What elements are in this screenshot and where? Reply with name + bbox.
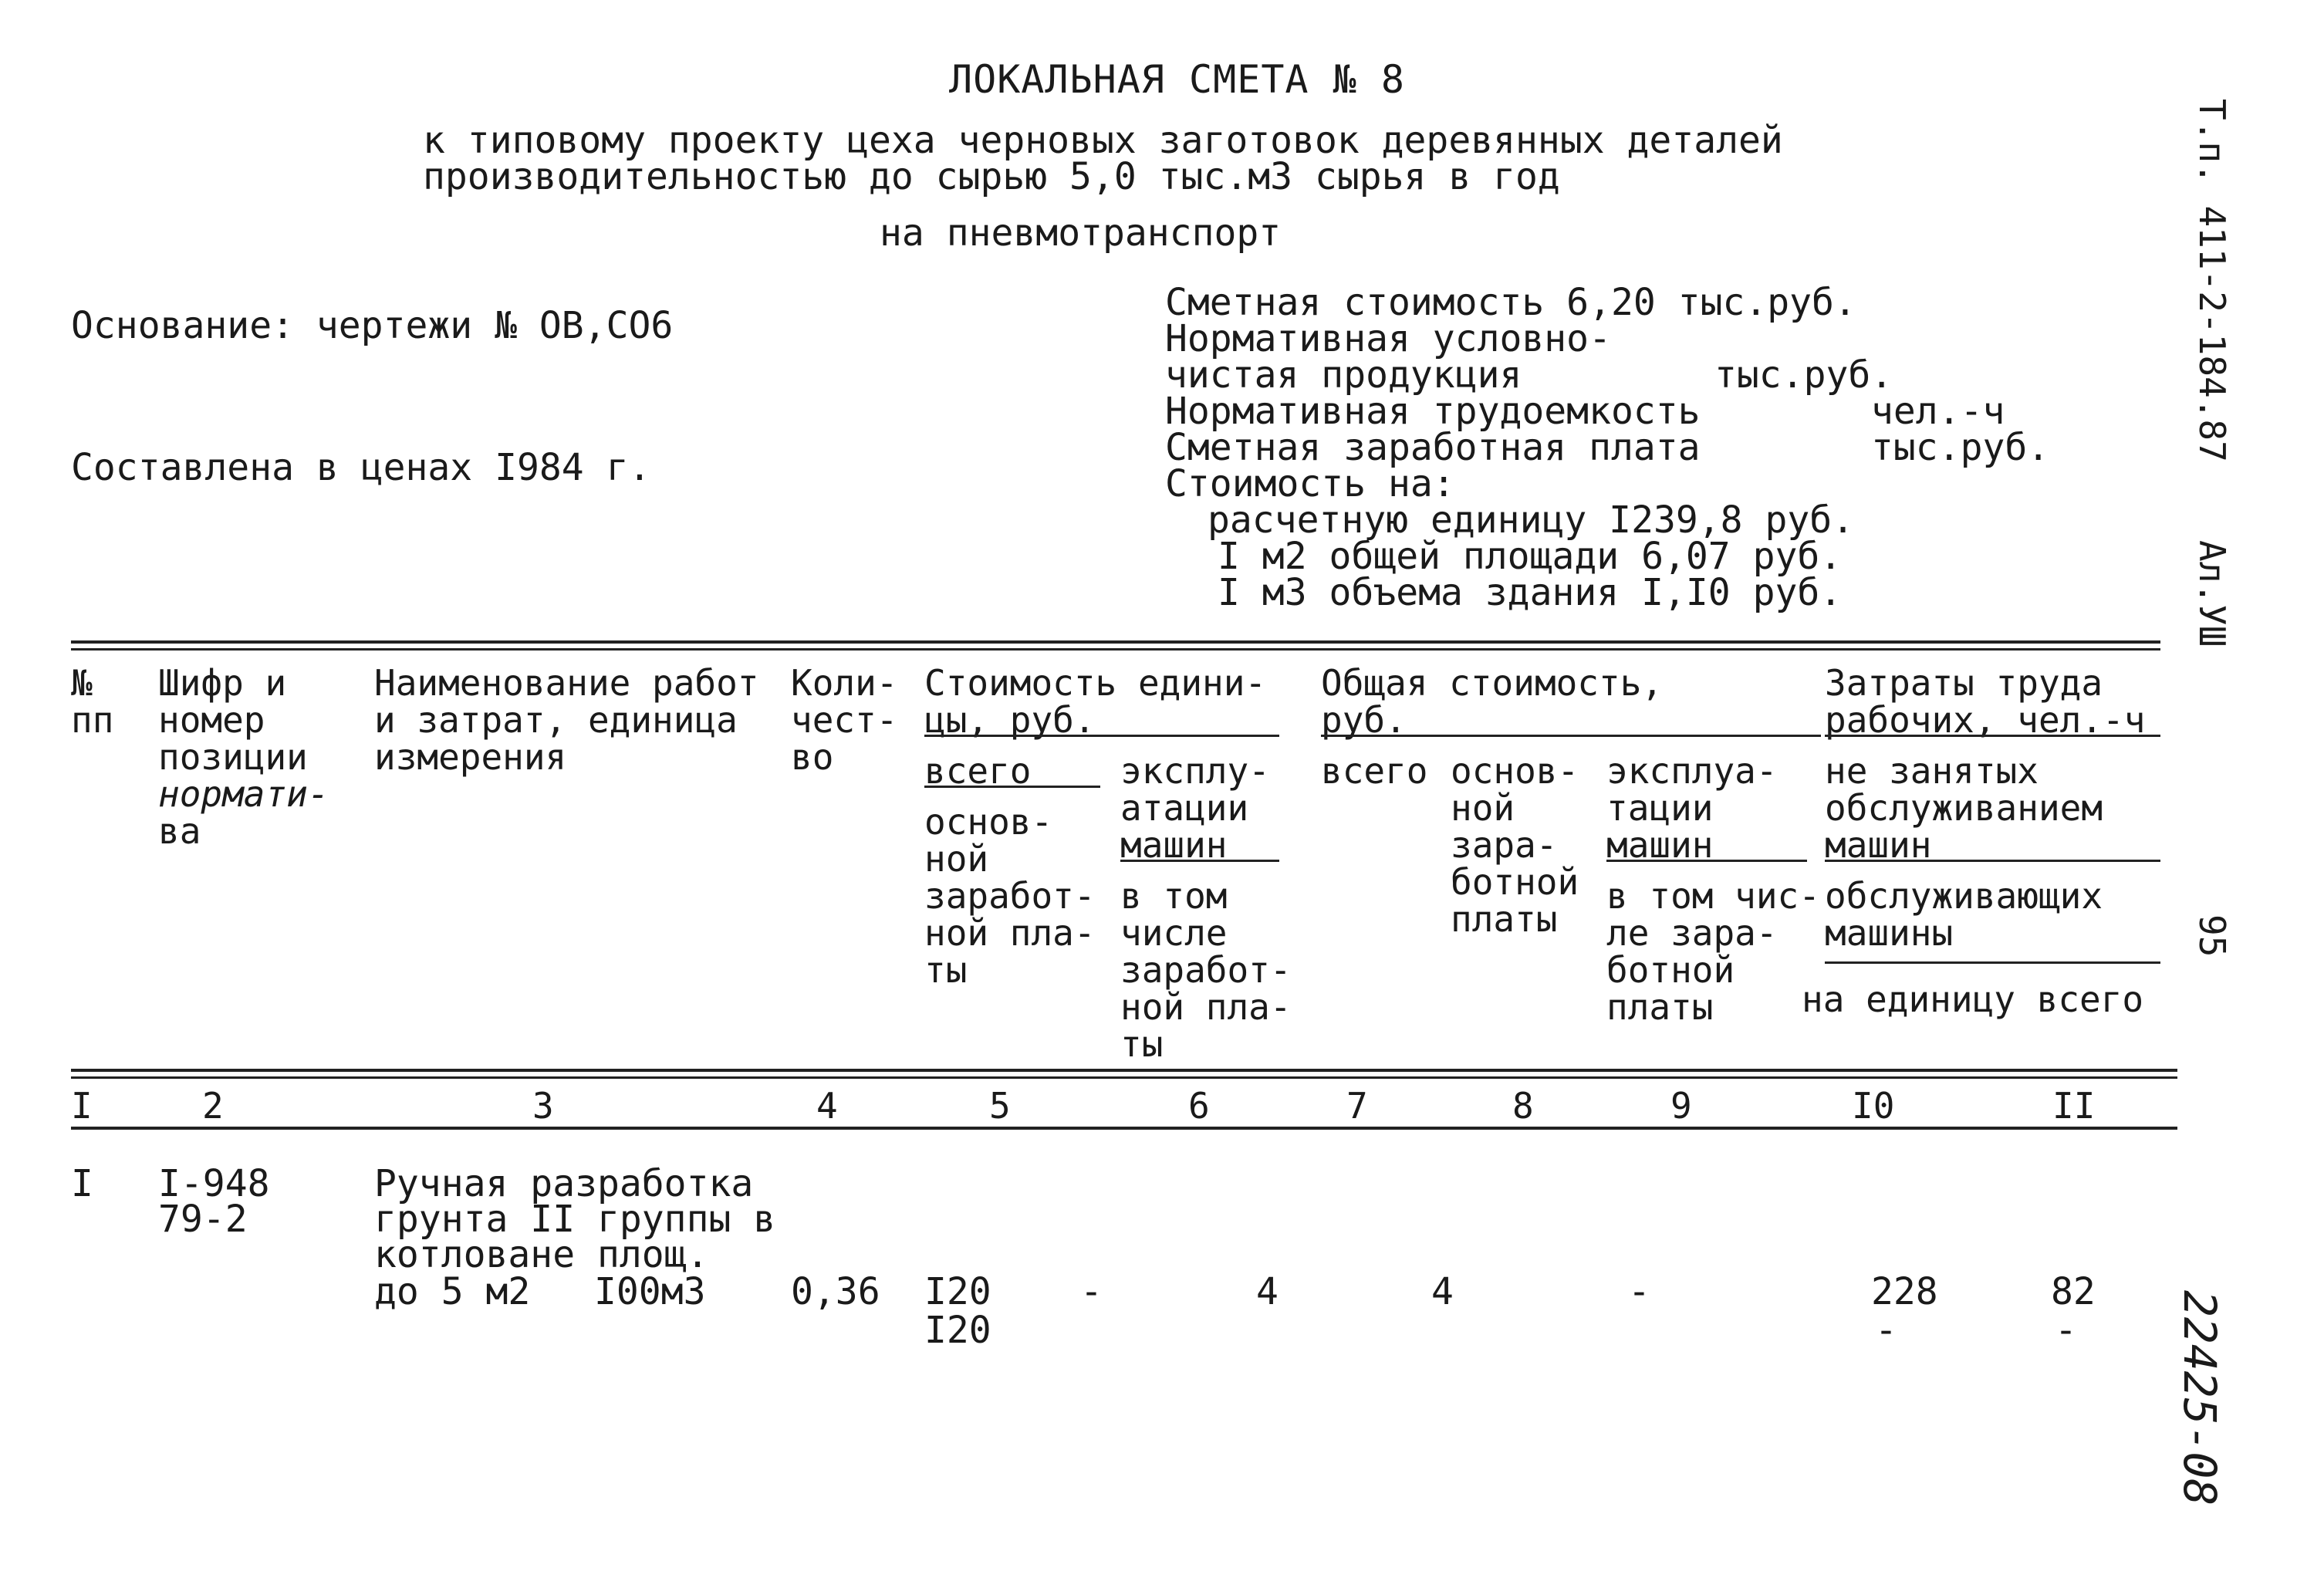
header-col5-d: заработ- bbox=[924, 875, 1096, 917]
header-col2-e: ва bbox=[158, 810, 201, 852]
header-col8-e: платы bbox=[1451, 898, 1558, 940]
header-col9-a: эксплуа- bbox=[1606, 750, 1778, 792]
header-col9-b: тации bbox=[1606, 787, 1714, 829]
header-total-cost-unit: руб. bbox=[1321, 699, 1407, 741]
column-number-9: 9 bbox=[1670, 1085, 1692, 1127]
header-unit-cost: Стоимость едини- bbox=[924, 662, 1267, 704]
header-col9-f: ботной bbox=[1606, 949, 1735, 991]
row-total-machines: - bbox=[1628, 1270, 1650, 1313]
header-col5-b: основ- bbox=[924, 801, 1053, 843]
summary-labor-intensity: Нормативная трудоемкость bbox=[1165, 390, 1701, 433]
table-top-rule bbox=[71, 640, 2160, 644]
column-numbers-rule bbox=[71, 1127, 2177, 1130]
header-col9-d: в том чис- bbox=[1606, 875, 1820, 917]
margin-page-number: 95 bbox=[2191, 914, 2233, 958]
row-name-line-3: котловане площ. bbox=[374, 1233, 709, 1276]
row-total-cost: 4 bbox=[1256, 1270, 1279, 1313]
header-unit-cost-unit: цы, руб. bbox=[924, 699, 1096, 741]
column-number-4: 4 bbox=[816, 1085, 838, 1127]
row-labor-total-machines: - bbox=[2055, 1309, 2077, 1352]
header-col5-e: ной пла- bbox=[924, 912, 1096, 954]
row-name-line-2: грунта II группы в bbox=[374, 1198, 776, 1241]
row-quantity: 0,36 bbox=[791, 1270, 880, 1313]
subtitle-line-1: к типовому проекту цеха черновых заготовок деревянных деталей bbox=[423, 119, 1783, 162]
summary-labor-intensity-unit: чел.-ч bbox=[1871, 390, 2005, 433]
column-number-5: 5 bbox=[989, 1085, 1011, 1127]
header-col9-e: ле зара- bbox=[1606, 912, 1778, 954]
header-col6-d: в том bbox=[1120, 875, 1228, 917]
header-col1-a: № bbox=[71, 662, 93, 704]
row-name-line-4: до 5 м2 bbox=[374, 1270, 531, 1313]
header-total-cost-rule bbox=[1321, 735, 1821, 737]
table-top-rule-2 bbox=[71, 648, 2160, 651]
header-col8-b: ной bbox=[1451, 787, 1515, 829]
header-col6-b: атации bbox=[1120, 787, 1249, 829]
header-col7-total: всего bbox=[1321, 750, 1428, 792]
column-number-2: 2 bbox=[202, 1085, 224, 1127]
header-col3-b: и затрат, единица bbox=[374, 699, 738, 741]
header-col3-c: измерения bbox=[374, 736, 567, 778]
header-col4-a: Коли- bbox=[791, 662, 898, 704]
summary-wage: Сметная заработная плата bbox=[1165, 426, 1701, 469]
margin-album: Ал.УШ bbox=[2191, 540, 2233, 647]
header-col5-c: ной bbox=[924, 838, 989, 880]
subtitle-line-3: на пневмотранспорт bbox=[880, 211, 1282, 255]
header-col9-g: платы bbox=[1606, 986, 1714, 1028]
row-unit: I00м3 bbox=[594, 1270, 706, 1313]
header-col2-c: позиции bbox=[158, 736, 308, 778]
header-labor-not-busy-c: машин bbox=[1825, 824, 1932, 866]
header-col6-g: ной пла- bbox=[1120, 986, 1292, 1028]
summary-net-product: чистая продукция bbox=[1165, 353, 1522, 397]
header-labor-rule bbox=[1825, 735, 2160, 737]
summary-normative-label: Нормативная условно- bbox=[1165, 317, 1611, 360]
column-number-7: 7 bbox=[1346, 1085, 1368, 1127]
row-labor-per-unit-machines: - bbox=[1875, 1309, 1897, 1352]
header-col8-d: ботной bbox=[1451, 861, 1579, 903]
row-unit-cost-total: I20 bbox=[924, 1270, 991, 1313]
header-col2-b: номер bbox=[158, 699, 265, 741]
margin-inventory-number: 22425-08 bbox=[2174, 1290, 2226, 1506]
header-col4-b: чест- bbox=[791, 699, 898, 741]
margin-project-code: Т.п. 411-2-184.87 bbox=[2191, 99, 2233, 462]
header-col2-d: нормати- bbox=[158, 773, 329, 815]
header-col8-a: основ- bbox=[1451, 750, 1579, 792]
row-labor-total: 82 bbox=[2051, 1270, 2096, 1313]
document-title: ЛОКАЛЬНАЯ СМЕТА № 8 bbox=[949, 57, 1405, 102]
header-col9-rule bbox=[1606, 860, 1807, 862]
header-unit-cost-rule bbox=[924, 735, 1279, 737]
row-total-wage: 4 bbox=[1431, 1270, 1454, 1313]
header-col8-c: зара- bbox=[1451, 824, 1558, 866]
row-unit-cost-wage: I20 bbox=[924, 1309, 991, 1352]
column-number-10: I0 bbox=[1852, 1085, 1895, 1127]
basis-line: Основание: чертежи № ОВ,СО6 bbox=[71, 304, 674, 347]
summary-cost-label: Стоимость на: bbox=[1165, 462, 1455, 505]
summary-net-product-unit: тыс.руб. bbox=[1714, 353, 1893, 397]
column-number-3: 3 bbox=[532, 1085, 554, 1127]
row-code-line-1: I-948 bbox=[158, 1162, 270, 1205]
row-labor-per-unit: 228 bbox=[1871, 1270, 1938, 1313]
header-col6-e: числе bbox=[1120, 912, 1228, 954]
header-col3-a: Наименование работ bbox=[374, 662, 759, 704]
column-number-11: II bbox=[2052, 1085, 2096, 1127]
row-name-line-1: Ручная разработка bbox=[374, 1162, 754, 1205]
column-number-6: 6 bbox=[1188, 1085, 1210, 1127]
header-col5-rule bbox=[924, 786, 1100, 788]
header-col6-h: ты bbox=[1120, 1023, 1164, 1065]
summary-estimated-cost: Сметная стоимость 6,20 тыс.руб. bbox=[1165, 281, 1856, 324]
column-number-8: 8 bbox=[1512, 1085, 1534, 1127]
header-labor-per-unit-total: на единицу всего bbox=[1802, 978, 2144, 1020]
header-total-cost: Общая стоимость, bbox=[1321, 662, 1664, 704]
header-col4-c: во bbox=[791, 736, 834, 778]
summary-cost-per-m3: I м3 объема здания I,I0 руб. bbox=[1218, 571, 1843, 614]
header-col6-f: заработ- bbox=[1120, 949, 1292, 991]
prices-line: Составлена в ценах I984 г. bbox=[71, 446, 651, 489]
header-labor-not-busy-b: обслуживанием bbox=[1825, 787, 2103, 829]
header-col6-a: эксплу- bbox=[1120, 750, 1270, 792]
summary-cost-per-m2: I м2 общей площади 6,07 руб. bbox=[1218, 535, 1843, 578]
header-bottom-rule-2 bbox=[71, 1076, 2177, 1079]
header-col1-b: пп bbox=[71, 699, 114, 741]
header-labor-rule-3 bbox=[1825, 961, 2160, 964]
row-code-line-2: 79-2 bbox=[158, 1198, 248, 1241]
header-labor-unit: рабочих, чел.-ч bbox=[1825, 699, 2146, 741]
row-unit-cost-machines: - bbox=[1080, 1270, 1103, 1313]
summary-cost-per-unit: расчетную единицу I239,8 руб. bbox=[1208, 498, 1855, 542]
header-col6-c: машин bbox=[1120, 824, 1228, 866]
header-col9-c: машин bbox=[1606, 824, 1714, 866]
summary-wage-unit: тыс.руб. bbox=[1871, 426, 2050, 469]
header-bottom-rule bbox=[71, 1069, 2177, 1072]
header-labor-rule-2 bbox=[1825, 860, 2160, 862]
subtitle-line-2: производительностью до сырью 5,0 тыс.м3 сырья в год bbox=[423, 155, 1560, 198]
header-labor-serving-b: машины bbox=[1825, 912, 1954, 954]
header-col5-f: ты bbox=[924, 949, 968, 991]
column-number-1: I bbox=[71, 1085, 93, 1127]
header-col6-rule bbox=[1120, 860, 1279, 862]
header-labor: Затраты труда bbox=[1825, 662, 2103, 704]
row-number: I bbox=[71, 1162, 93, 1205]
header-col2-a: Шифр и bbox=[158, 662, 287, 704]
header-col5-total: всего bbox=[924, 750, 1032, 792]
header-labor-serving-a: обслуживающих bbox=[1825, 875, 2103, 917]
header-labor-not-busy-a: не занятых bbox=[1825, 750, 2039, 792]
